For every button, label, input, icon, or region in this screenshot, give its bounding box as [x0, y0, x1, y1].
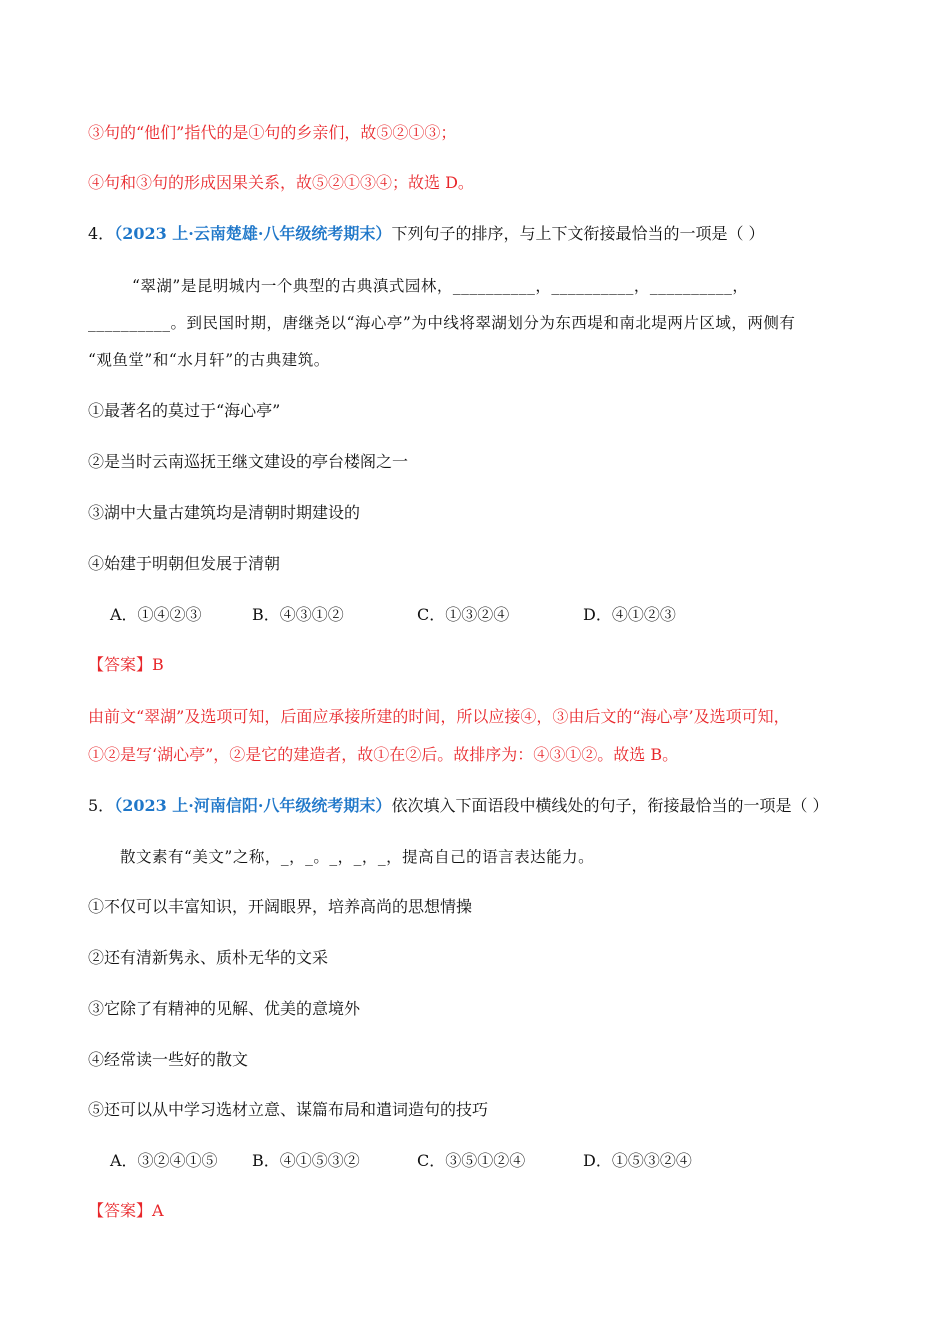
q5-option-a: A．③②④①⑤	[110, 1151, 218, 1170]
q4-option-a: A．①④②③	[110, 605, 202, 624]
q4-option-b: B．④③①②	[252, 605, 344, 624]
q5-answer	[88, 1200, 890, 1222]
q4-option-c: C．①③②④	[417, 605, 510, 624]
q5-item-4: ④经常读一些好的散文	[88, 1050, 249, 1069]
q5-stem: 依次填入下面语段中横线处的句子，衔接最恰当的一项是（ ）	[391, 796, 829, 815]
q4-analysis-line-2: ①②是写‘湖心亭”，②是它的建造者，故①在②后。故排序为：④③①②。故选 B。	[88, 745, 679, 764]
q4-passage-line-3: “观鱼堂”和“水月轩”的古典建筑。	[88, 351, 330, 369]
q3-analysis-line-1: ③句的“他们”指代的是①句的乡亲们，故⑤②①③；	[88, 123, 457, 142]
q5-item-3: ③它除了有精神的见解、优美的意境外	[88, 999, 361, 1018]
q4-option-d: D．④①②③	[583, 605, 676, 624]
q4-answer	[88, 654, 890, 676]
q5-option-c: C．③⑤①②④	[417, 1151, 526, 1170]
q5-item-1: ①不仅可以丰富知识，开阔眼界，培养高尚的思想情操	[88, 897, 473, 916]
q5-item-5: ⑤还可以从中学习选材立意、谋篇布局和遣词造句的技巧	[88, 1100, 489, 1119]
q5-passage-line-1: 散文素有“美文”之称，_，_。_，_，_，提高自己的语言表达能力。	[120, 848, 595, 866]
q4-passage-line-2: __________。到民国时期，唐继尧以“海心亭”为中线将翠湖划分为东西堤和南北堤两片区域，两侧有	[88, 314, 796, 332]
q5-source: （2023 上·河南信阳·八年级统考期末）	[114, 796, 392, 815]
q4-item-4: ④始建于明朝但发展于清朝	[88, 554, 281, 573]
q3-analysis-line-2: ④句和③句的形成因果关系，故⑤②①③④；故选 D。	[88, 173, 474, 192]
q5-option-b: B．④①⑤③②	[252, 1151, 360, 1170]
q4-analysis-line-1: 由前文“翠湖”及选项可知，后面应承接所建的时间，所以应接④，③由后文的“海心亭’及选项可知，	[88, 707, 790, 726]
q4-stem: 下列句子的排序，与上下文衔接最恰当的一项是（ ）	[391, 224, 765, 243]
q5-stem-line	[88, 795, 890, 817]
q5-option-d: D．①⑤③②④	[583, 1151, 692, 1170]
q4-answer-value: B	[152, 655, 164, 674]
q4-number: 4．	[88, 224, 115, 243]
q4-item-3: ③湖中大量古建筑均是清朝时期建设的	[88, 503, 361, 522]
q4-answer-label: 【答案】	[88, 655, 153, 674]
q4-source: （2023 上·云南楚雄·八年级统考期末）	[114, 224, 392, 243]
q4-stem-line	[88, 223, 890, 245]
q5-answer-value: A	[152, 1201, 164, 1220]
q5-number: 5．	[88, 796, 115, 815]
q5-item-2: ②还有清新隽永、质朴无华的文采	[88, 948, 329, 967]
q4-item-1: ①最著名的莫过于“海心亭”	[88, 401, 281, 420]
q4-item-2: ②是当时云南巡抚王继文建设的亭台楼阁之一	[88, 452, 409, 471]
q5-answer-label: 【答案】	[88, 1201, 153, 1220]
q4-passage-line-1: “翠湖”是昆明城内一个典型的古典滇式园林，__________，__________，__________，	[132, 277, 749, 295]
